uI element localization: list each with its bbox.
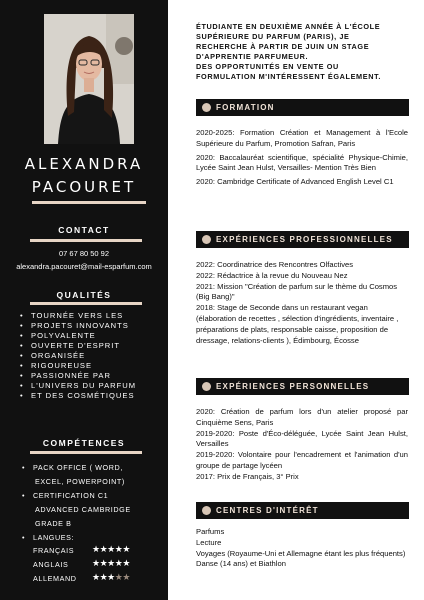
section-title: FORMATION bbox=[216, 103, 275, 112]
star-filled-icon: ★ bbox=[99, 558, 108, 568]
bullet-dot-icon bbox=[202, 506, 211, 515]
perso-entry: 2019-2020: Poste d'Éco-déléguée, Lycée Saint Jean Hulst, Versailles bbox=[196, 428, 408, 449]
contact-email: alexandra.pacouret@mail-esparfum.com bbox=[16, 262, 152, 271]
section-header-interests bbox=[196, 502, 409, 519]
interest-entry: Parfums bbox=[196, 527, 225, 536]
skill-languages: • LANGUES: bbox=[22, 531, 166, 545]
contact-divider bbox=[30, 239, 142, 242]
formation-list bbox=[196, 128, 408, 188]
skill-cert: • CERTIFICATION C1 bbox=[22, 489, 166, 503]
rating-stars bbox=[92, 572, 130, 583]
perso-entry: 2017: Prix de Français, 3° Prix bbox=[196, 471, 299, 481]
intro-line: RECHERCHE À PARTIR DE JUIN UN STAGE bbox=[196, 42, 370, 51]
skills-heading: COMPÉTENCES bbox=[42, 438, 126, 448]
language-name: FRANÇAIS bbox=[33, 546, 75, 555]
star-filled-icon: ★ bbox=[92, 558, 100, 568]
contact-heading: CONTACT bbox=[58, 225, 110, 235]
skill-cert-grade: GRADE B bbox=[35, 519, 72, 528]
star-filled-icon: ★ bbox=[99, 544, 108, 554]
intro-line: FORMULATION M'INTÉRESSENT ÉGALEMENT. bbox=[196, 72, 381, 81]
language-name: ANGLAIS bbox=[33, 560, 69, 569]
perso-entry: 2020: Création de parfum lors d'un atelier proposé par Cinquième Sens, Paris bbox=[196, 407, 408, 427]
bullet-dot-icon bbox=[202, 382, 211, 391]
quality-item: • RIGOUREUSE bbox=[20, 361, 166, 371]
star-filled-icon: ★ bbox=[92, 572, 100, 582]
quality-item: • POLYVALENTE bbox=[20, 331, 166, 341]
name-first: ALEXANDRA bbox=[24, 155, 144, 173]
skill-cert-cont: ADVANCED CAMBRIDGE bbox=[35, 505, 131, 514]
quality-item: • L'UNIVERS DU PARFUM bbox=[20, 381, 166, 391]
perso-entry: 2019-2020: Volontaire pour l'encadrement et l'animation d'un groupe de partage lycéen bbox=[196, 450, 408, 470]
intro-line: ÉTUDIANTE EN DEUXIÈME ANNÉE À L'ÉCOLE bbox=[196, 22, 381, 31]
pro-entry: 2018: Stage de Seconde dans un restaurant vegan (élaboration de recettes , sélection d'ingrédients, inventaire , préparations de plats, responsable caisse, proposition de dressage, relations-clients ), Édimbourg, Écosse bbox=[196, 303, 399, 345]
quality-item: • ORGANISÉE bbox=[20, 351, 166, 361]
portrait-image bbox=[44, 14, 134, 144]
section-title: CENTRES D'INTÉRÊT bbox=[216, 506, 319, 515]
name-last: PACOURET bbox=[31, 178, 137, 196]
qualities-list bbox=[20, 311, 166, 401]
quality-item: • TOURNÉE VERS LES bbox=[20, 311, 166, 321]
bullet-dot-icon bbox=[202, 103, 211, 112]
star-filled-icon: ★ bbox=[92, 544, 100, 554]
star-filled-icon: ★ bbox=[122, 544, 130, 554]
rating-stars bbox=[92, 544, 130, 555]
qualities-divider bbox=[30, 302, 142, 305]
pro-list bbox=[196, 260, 408, 346]
star-filled-icon: ★ bbox=[114, 544, 123, 554]
qualities-heading: QUALITÉS bbox=[56, 290, 112, 300]
skill-office: • PACK OFFICE ( WORD, bbox=[22, 461, 166, 475]
star-filled-icon: ★ bbox=[122, 558, 130, 568]
section-header-formation bbox=[196, 99, 409, 116]
profile-photo bbox=[44, 14, 134, 144]
interest-entry: Voyages (Royaume-Uni et Allemagne étant les plus fréquents) bbox=[196, 548, 406, 558]
quality-item: • PASSIONNÉE PAR bbox=[20, 371, 166, 381]
perso-list bbox=[196, 407, 408, 483]
skills-divider bbox=[30, 451, 142, 454]
language-name: ALLEMAND bbox=[33, 574, 77, 583]
star-empty-icon: ★ bbox=[122, 572, 130, 582]
interest-entry: Lecture bbox=[196, 537, 222, 547]
skill-office-cont: EXCEL, POWERPOINT) bbox=[35, 477, 125, 486]
rating-stars bbox=[92, 558, 130, 569]
star-filled-icon: ★ bbox=[99, 572, 108, 582]
name-divider bbox=[32, 201, 146, 204]
pro-entry: 2022: Coordinatrice des Rencontres Olfactives bbox=[196, 260, 354, 269]
interest-entry: Danse (14 ans) et Biathlon bbox=[196, 559, 286, 569]
section-header-perso bbox=[196, 378, 409, 395]
formation-entry: 2020: Baccalauréat scientifique, spécialité Physique-Chimie, Lycée Saint Jean Hulst, Versailles- Mention Très Bien bbox=[196, 152, 408, 173]
formation-entry: 2020-2025: Formation Création et Management à l'Ecole Supérieure du Parfum, Promotion Safran, Paris bbox=[196, 128, 408, 148]
quality-item: • PROJETS INNOVANTS bbox=[20, 321, 166, 331]
formation-entry: 2020: Cambridge Certificate of Advanced English Level C1 bbox=[196, 177, 394, 187]
section-header-pro bbox=[196, 231, 409, 248]
intro-line: DES OPPORTUNITÉS EN VENTE OU bbox=[196, 62, 339, 71]
intro-text bbox=[196, 22, 414, 82]
quality-item: • OUVERTE D'ESPRIT bbox=[20, 341, 166, 351]
pro-entry: 2022: Rédactrice à la revue du Nouveau Nez bbox=[196, 270, 348, 280]
section-title: EXPÉRIENCES PERSONNELLES bbox=[216, 382, 370, 391]
sidebar bbox=[0, 0, 168, 600]
interests-list bbox=[196, 527, 408, 570]
star-filled-icon: ★ bbox=[107, 572, 115, 582]
star-filled-icon: ★ bbox=[107, 558, 115, 568]
quality-item: • ET DES COSMÉTIQUES bbox=[20, 391, 166, 401]
intro-line: D'APPRENTIE PARFUMEUR. bbox=[196, 52, 309, 61]
intro-line: SUPÉRIEURE DU PARFUM (PARIS), JE bbox=[196, 32, 350, 41]
bullet-dot-icon bbox=[202, 235, 211, 244]
skills-list bbox=[22, 461, 166, 545]
pro-entry: 2021: Mission "Création de parfum sur le thème du Cosmos (Big Bang)" bbox=[196, 281, 398, 302]
star-filled-icon: ★ bbox=[114, 558, 123, 568]
star-empty-icon: ★ bbox=[114, 572, 123, 582]
contact-phone: 07 67 80 50 92 bbox=[58, 249, 110, 258]
section-title: EXPÉRIENCES PROFESSIONNELLES bbox=[216, 235, 393, 244]
star-filled-icon: ★ bbox=[107, 544, 115, 554]
